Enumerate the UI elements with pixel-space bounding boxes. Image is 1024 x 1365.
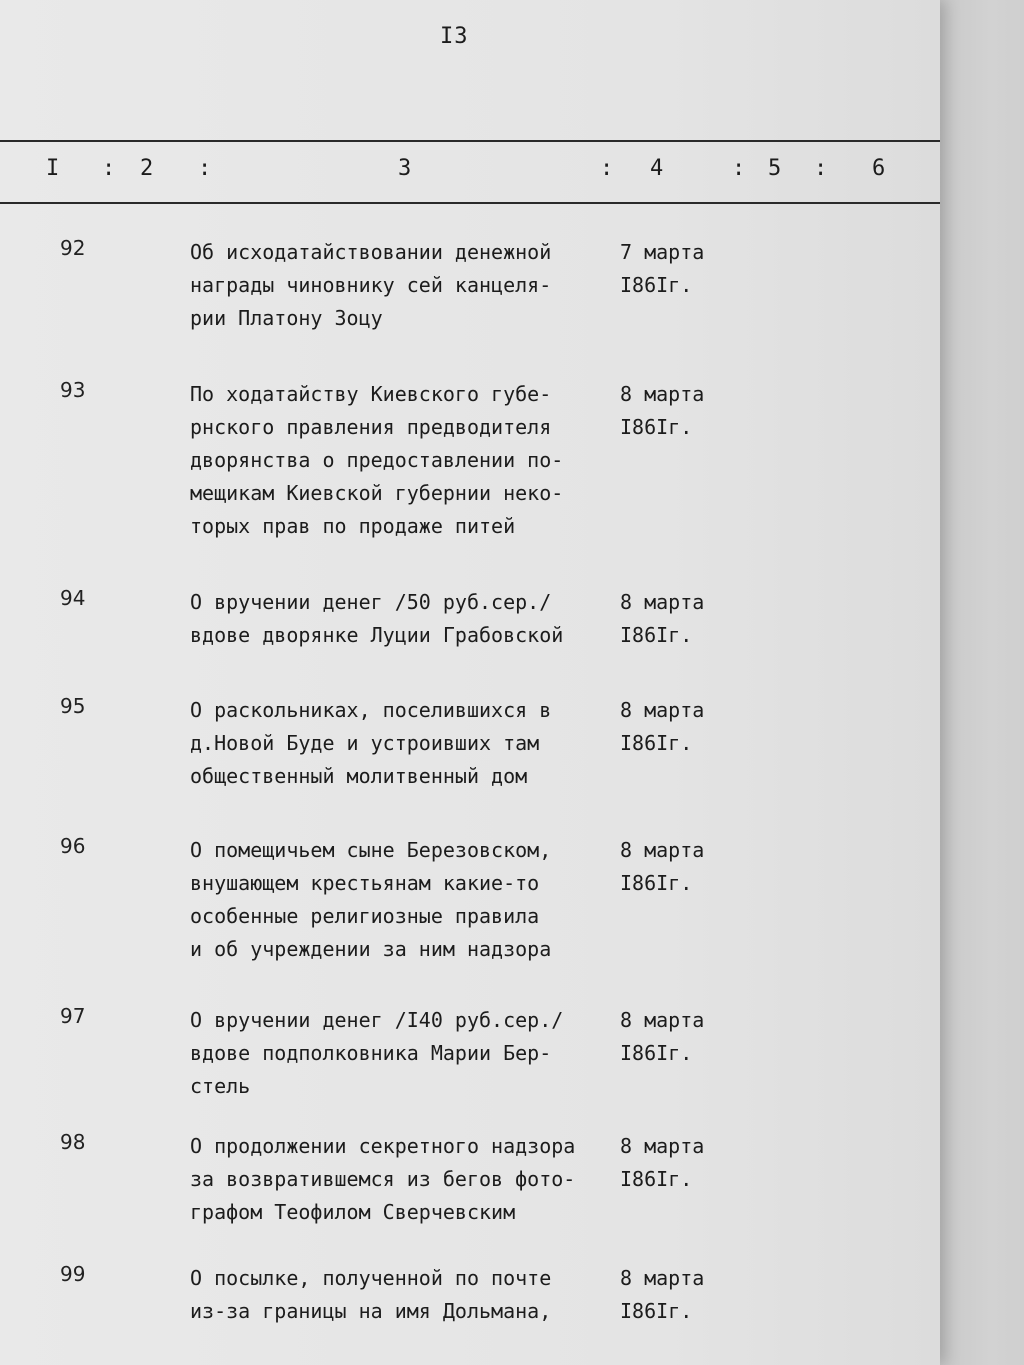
entry-date: 7 марта I86Iг.: [620, 240, 705, 297]
entry-number: 94: [60, 586, 86, 610]
column-header-5: 5: [768, 156, 782, 181]
column-separator: :: [102, 156, 116, 181]
entry-number: 93: [60, 378, 86, 402]
column-header-6: 6: [872, 156, 886, 181]
entry-title: О вручении денег /50 руб.сер./ вдове дворянке Луции Грабовской: [190, 590, 564, 647]
entry-date: 8 марта I86Iг.: [620, 838, 705, 895]
entry-date: 8 марта I86Iг.: [620, 1266, 705, 1323]
entry-title: О посылке, полученной по почте из-за границы на имя Дольмана,: [190, 1266, 552, 1323]
entry-date: 8 марта I86Iг.: [620, 382, 705, 439]
column-header-4: 4: [650, 156, 664, 181]
underlying-sheet: [940, 0, 1024, 1365]
entry-number: 96: [60, 834, 86, 858]
entry-title: О помещичьем сыне Березовском, внушающем крестьянам какие-то особенные религиозные правила и об учреждении за ним надзора: [190, 838, 552, 961]
column-separator: :: [198, 156, 212, 181]
column-header-1: I: [46, 156, 60, 181]
entry-date: 8 марта I86Iг.: [620, 590, 705, 647]
entry-number: 92: [60, 236, 86, 260]
page-number: I3: [440, 24, 469, 49]
entry-title: Об исходатайствовании денежной награды чиновнику сей канцеля- рии Платону Зоцу: [190, 240, 552, 330]
entry-date: 8 марта I86Iг.: [620, 1008, 705, 1065]
column-header-3: 3: [398, 156, 412, 181]
entry-title: О вручении денег /I40 руб.сер./ вдове подполковника Марии Бер- стель: [190, 1008, 564, 1098]
entry-date: 8 марта I86Iг.: [620, 1134, 705, 1191]
column-header-2: 2: [140, 156, 154, 181]
entry-date: 8 марта I86Iг.: [620, 698, 705, 755]
column-separator: :: [600, 156, 614, 181]
column-separator: :: [814, 156, 828, 181]
entry-number: 98: [60, 1130, 86, 1154]
column-separator: :: [732, 156, 746, 181]
entry-title: О продолжении секретного надзора за возвратившемся из бегов фото- графом Теофилом Сверчевским: [190, 1134, 576, 1224]
table-column-header: [0, 140, 940, 204]
entry-title: О раскольниках, поселившихся в д.Новой Буде и устроивших там общественный молитвенный дом: [190, 698, 552, 788]
entry-title: По ходатайству Киевского губе- рнского правления предводителя дворянства о предоставлении по- мещикам Киевской губернии неко- торых прав по продаже питей: [190, 382, 564, 538]
entry-number: 97: [60, 1004, 86, 1028]
entry-number: 99: [60, 1262, 86, 1286]
entry-number: 95: [60, 694, 86, 718]
